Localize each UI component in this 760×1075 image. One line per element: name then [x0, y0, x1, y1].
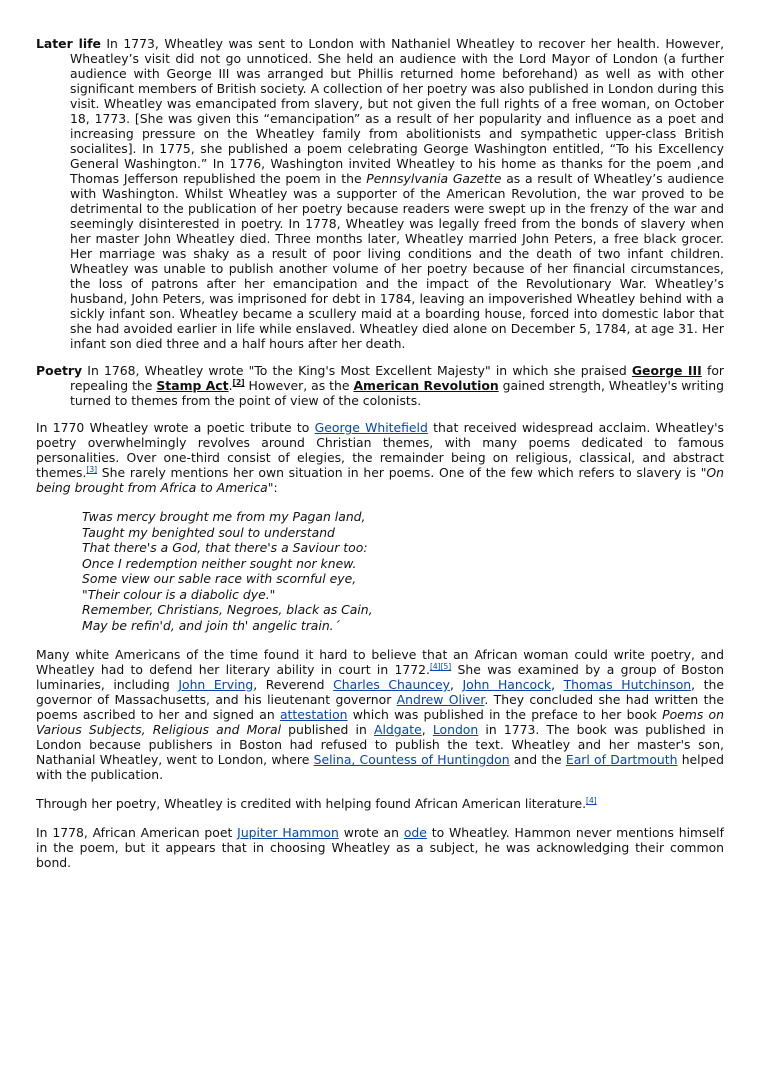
link-selina-countess-of-huntingdon[interactable]: Selina, Countess of Huntingdon: [313, 752, 510, 767]
link-john-hancock[interactable]: John Hancock: [462, 677, 552, 692]
citation-3[interactable]: [3]: [86, 464, 98, 474]
hammon-paragraph: In 1778, African American poet Jupiter Hammon wrote an ode to Wheatley. Hammon never mentions himself in the poem, but it appears that in choosing Wheatley as a subject, he was acknowledging their common bond.: [36, 825, 724, 870]
link-george-iii[interactable]: George III: [631, 363, 702, 378]
poem-line: Twas mercy brought me from my Pagan land,: [82, 509, 366, 524]
link-earl-of-dartmouth[interactable]: Earl of Dartmouth: [565, 752, 678, 767]
document-page: [36, 36, 724, 884]
later-life-entry: Later life In 1773, Wheatley was sent to London with Nathaniel Wheatley to recover her health. However, Wheatley’s visit did not go unnoticed. She held an audience with the Lord Mayor of London (a further audience with George III was arranged but Phillis returned home beforehand) as well as with other significant members of British society. A collection of her poetry was also published in London during this visit. Wheatley was emancipated from slavery, but not given the full rights of a free woman, on October 18, 1773. [She was given this “emancipation” as a result of her popularity and influence as a poet and increasing pressure on the Wheatley family from abolitionists and sympathetic upper-class British socialites]. In 1775, she published a poem celebrating George Washington entitled, “To his Excellency General Washington.” In 1776, Washington invited Wheatley to his home as thanks for the poem ,and Thomas Jefferson republished the poem in the Pennsylvania Gazette as a result of Wheatley’s audience with Washington. Whilst Wheatley was a supporter of the American Revolution, the war proved to be detrimental to the publication of her poetry because readers were swept up in the frenzy of the war and seemingly disinterested in poetry. In 1778, Wheatley was legally freed from the bonds of slavery when her master John Wheatley died. Three months later, Wheatley married John Peters, a free black grocer. Her marriage was shaky as a result of poor living conditions and the death of two infant children. Wheatley was unable to publish another volume of her poetry because of her financial circumstances, the loss of patrons after her emancipation and the impact of the Revolutionary War. Wheatley’s husband, John Peters, was imprisoned for debt in 1784, leaving an impoverished Wheatley behind with a sickly infant son. Wheatley became a scullery maid at a boarding house, forced into domestic labor that she had avoided earlier in life while enslaved. Wheatley died alone on December 5, 1784, at age 31. Her infant son died three and a half hours after her death.: [36, 36, 725, 351]
poem-line: Remember, Christians, Negroes, black as Cain,: [82, 602, 373, 617]
poetry-entry: Poetry In 1768, Wheatley wrote "To the King's Most Excellent Majesty" in which she praised George III for repealing the Stamp Act.[2] However, as the American Revolution gained strength, Wheatley's writing turned to themes from the point of view of the colonists.: [36, 363, 724, 408]
link-attestation[interactable]: attestation: [279, 707, 348, 722]
link-thomas-hutchinson[interactable]: Thomas Hutchinson: [563, 677, 692, 692]
poem-line: Once I redemption neither sought nor knew.: [82, 555, 357, 571]
link-ode[interactable]: ode: [403, 825, 427, 840]
link-andrew-oliver[interactable]: Andrew Oliver: [396, 692, 485, 707]
poem-line: Taught my benighted soul to understand: [82, 524, 335, 540]
link-london[interactable]: London: [432, 722, 479, 737]
link-aldgate[interactable]: Aldgate: [374, 722, 422, 737]
citation-4[interactable]: [4]: [429, 661, 441, 671]
link-stamp-act[interactable]: Stamp Act: [156, 378, 229, 393]
gazette-title: Pennsylvania Gazette: [366, 171, 502, 186]
poem-line: May be refin'd, and join th' angelic train.´: [82, 617, 340, 633]
literature-paragraph: Through her poetry, Wheatley is credited with helping found African American literature.[4]: [36, 795, 597, 811]
later-life-term: Later life: [36, 36, 101, 51]
link-jupiter-hammon[interactable]: Jupiter Hammon: [237, 825, 339, 840]
poem-title: On being brought from Africa to America: [36, 465, 724, 495]
poem-line: That there's a God, that there's a Saviour too:: [82, 540, 368, 555]
link-american-revolution[interactable]: American Revolution: [353, 378, 499, 393]
poetry-term: Poetry: [36, 363, 83, 378]
whitefield-paragraph: In 1770 Wheatley wrote a poetic tribute to George Whitefield that received widespread acclaim. Wheatley's poetry overwhelmingly revolves around Christian themes, with many poems dedicated to famous personalities. Over one-third consist of elegies, the remainder being on religious, classical, and abstract themes.[3] She rarely mentions her own situation in her poems. One of the few which refers to slavery is "On being brought from Africa to America":: [36, 420, 724, 495]
link-george-whitefield[interactable]: George Whitefield: [314, 420, 428, 435]
poem-line: Some view our sable race with scornful eye,: [82, 571, 357, 586]
poem-line: "Their colour is a diabolic dye.": [82, 586, 276, 602]
citation-2[interactable]: [2]: [232, 377, 245, 387]
poem-block: [82, 509, 724, 633]
link-charles-chauncey[interactable]: Charles Chauncey: [333, 677, 450, 692]
link-john-erving[interactable]: John Erving: [178, 677, 254, 692]
citation-4[interactable]: [4]: [586, 795, 597, 805]
court-paragraph: Many white Americans of the time found it hard to believe that an African woman could write poetry, and Wheatley had to defend her literary ability in court in 1772.[4][5] She was examined by a group of Boston luminaries, including John Erving, Reverend Charles Chauncey, John Hancock, Thomas Hutchinson, the governor of Massachusetts, and his lieutenant governor Andrew Oliver. They concluded she had written the poems ascribed to her and signed an attestation which was published in the preface to her book Poems on Various Subjects, Religious and Moral published in Aldgate, London in 1773. The book was published in London because publishers in Boston had refused to publish the text. Wheatley and her master's son, Nathanial Wheatley, went to London, where Selina, Countess of Huntingdon and the Earl of Dartmouth helped with the publication.: [36, 647, 724, 782]
book-title: Poems on Various Subjects, Religious and Moral: [36, 707, 724, 737]
citation-5[interactable]: [5]: [440, 661, 452, 671]
